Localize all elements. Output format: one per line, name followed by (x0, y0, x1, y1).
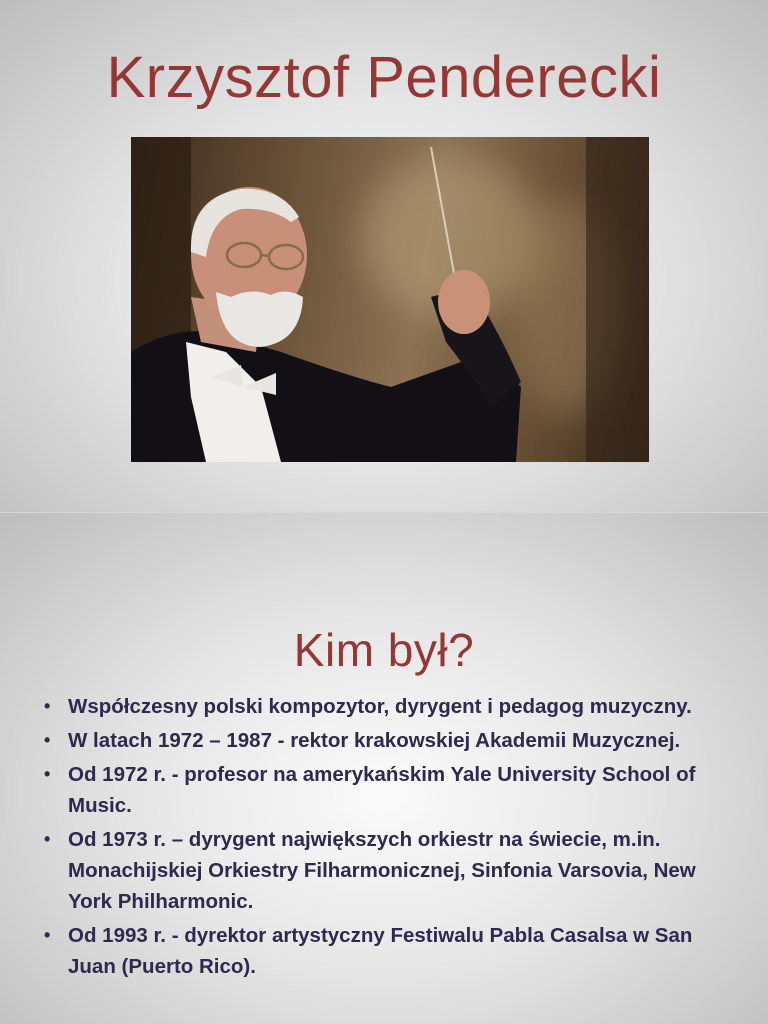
bio-bullet-list (44, 691, 744, 985)
bullet-item (44, 759, 744, 821)
bullet-text: Od 1993 r. - dyrektor artystyczny Festiwalu Pabla Casalsa w San Juan (Puerto Rico). (68, 924, 693, 978)
bullet-item (44, 725, 744, 756)
bullet-icon: • (44, 925, 51, 945)
conductor-illustration (131, 137, 649, 462)
bullet-item (44, 691, 744, 722)
bullet-icon: • (44, 764, 51, 784)
bullet-text: Od 1973 r. – dyrygent największych orkiestr na świecie, m.in. Monachijskiej Orkiestry Filharmonicznej, Sinfonia Varsovia, New York Philharmonic. (68, 828, 696, 913)
slide-biography (0, 512, 768, 1024)
section-heading: Kim był? (293, 624, 475, 676)
bullet-icon: • (44, 829, 51, 849)
bullet-icon: • (44, 696, 51, 716)
bullet-icon: • (44, 730, 51, 750)
bullet-item (44, 920, 744, 982)
bullet-text: Od 1972 r. - profesor na amerykańskim Yale University School of Music. (68, 763, 696, 817)
portrait-photo (131, 137, 649, 462)
bullet-text: Współczesny polski kompozytor, dyrygent i pedagog muzyczny. (68, 695, 692, 718)
bullet-text: W latach 1972 – 1987 - rektor krakowskiej Akademii Muzycznej. (68, 729, 681, 752)
page-title: Krzysztof Penderecki (106, 45, 662, 110)
bullet-item (44, 824, 744, 917)
